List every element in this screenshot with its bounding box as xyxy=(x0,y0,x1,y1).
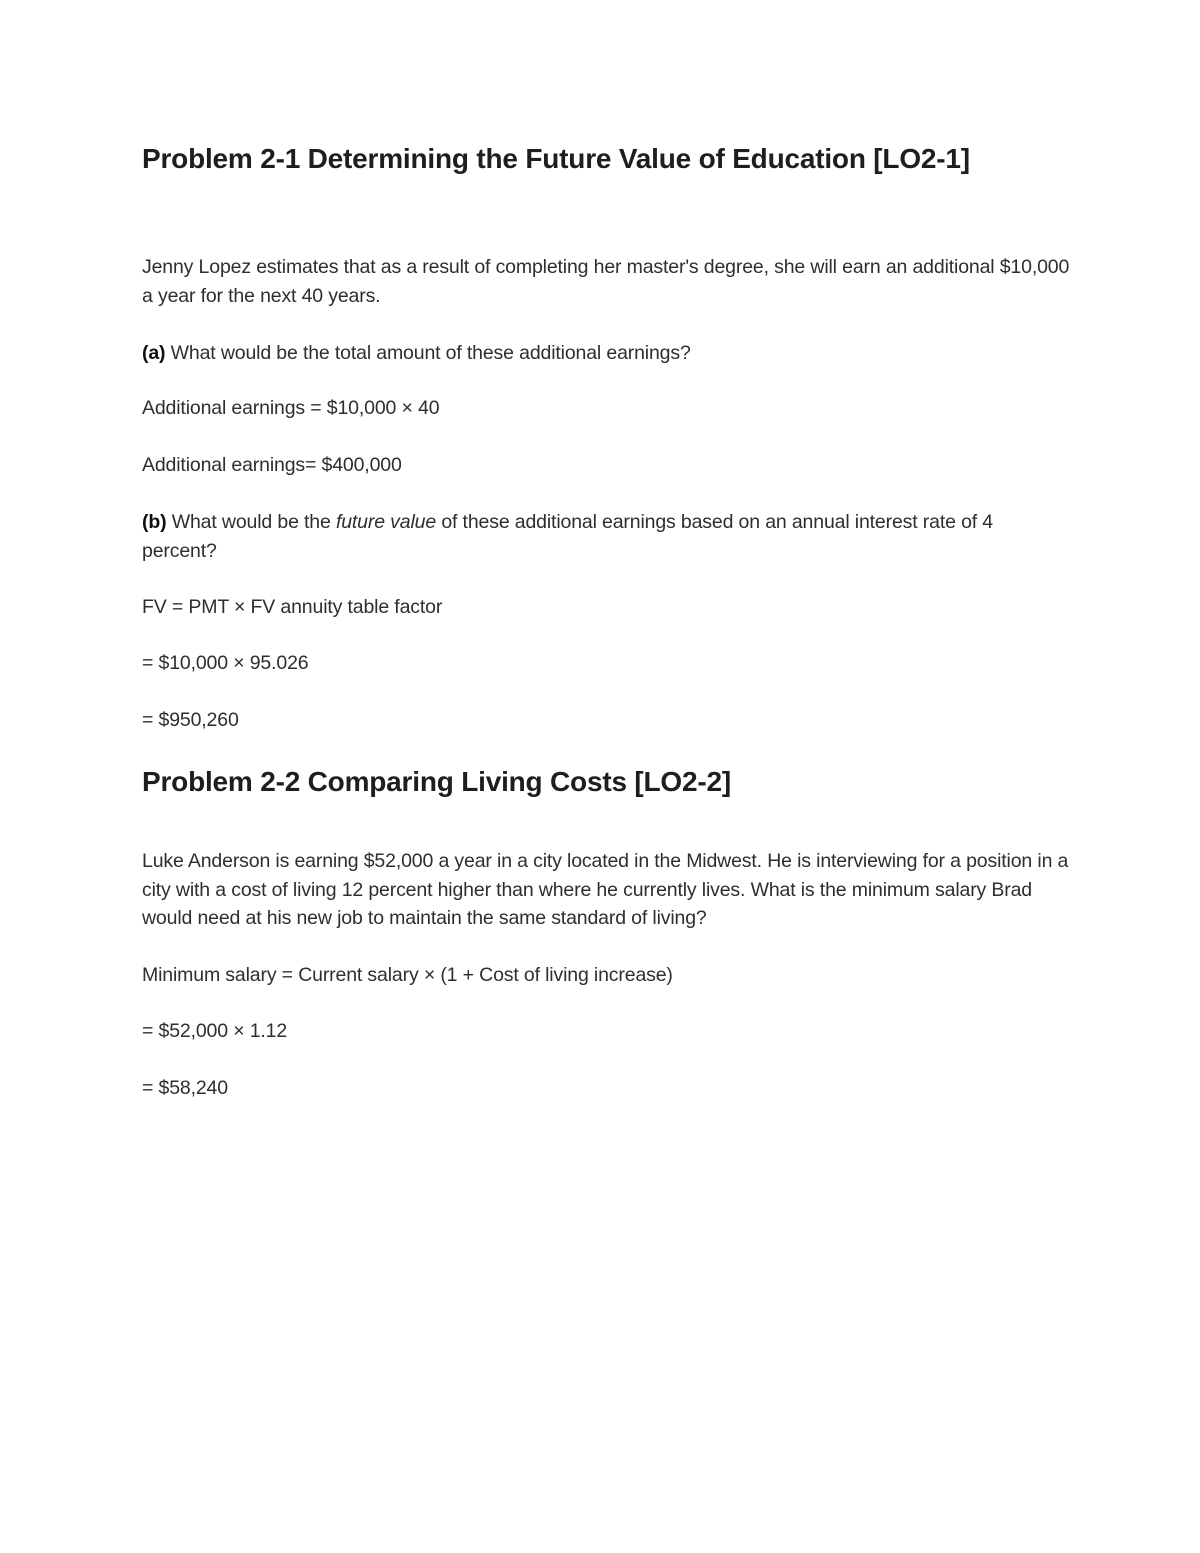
part-b-line-3: = $950,260 xyxy=(142,709,239,731)
problem-2-2-line-3: = $58,240 xyxy=(142,1077,228,1099)
part-b-question-suffix: of these additional earnings based on an annual interest rate of 4 percent? xyxy=(142,511,993,562)
part-b-question-emphasis: future value xyxy=(335,511,437,533)
problem-2-2-line-1: Minimum salary = Current salary × (1 + Cost of living increase) xyxy=(142,964,673,986)
part-a-question xyxy=(142,339,1072,368)
problem-2-1-intro: Jenny Lopez estimates that as a result of completing her master's degree, she will earn an additional $10,000 a year for the next 40 years. xyxy=(142,256,1070,307)
part-a-line-2: Additional earnings= $400,000 xyxy=(142,454,402,476)
part-b-line-1: FV = PMT × FV annuity table factor xyxy=(142,596,443,618)
part-b-line-2: = $10,000 × 95.026 xyxy=(142,652,309,674)
problem-2-2-intro: Luke Anderson is earning $52,000 a year in a city located in the Midwest. He is interviewing for a position in a city with a cost of living 12 percent higher than where he currently lives. What is the minimum salary Brad would need at his new job to maintain the same standard of living? xyxy=(142,850,1069,929)
problem-2-2-line-2: = $52,000 × 1.12 xyxy=(142,1020,288,1042)
part-b-question xyxy=(142,508,1072,565)
problem-2-1-title: Problem 2-1 Determining the Future Value of Education [LO2-1] xyxy=(142,143,970,174)
part-a-question-text: What would be the total amount of these additional earnings? xyxy=(165,342,691,364)
part-a-line-1: Additional earnings = $10,000 × 40 xyxy=(142,397,440,419)
part-a-label: (a) xyxy=(142,342,166,364)
part-b-label: (b) xyxy=(142,511,167,533)
part-b-question-prefix: What would be the xyxy=(166,511,336,533)
problem-2-2-title: Problem 2-2 Comparing Living Costs [LO2-2] xyxy=(142,766,732,797)
